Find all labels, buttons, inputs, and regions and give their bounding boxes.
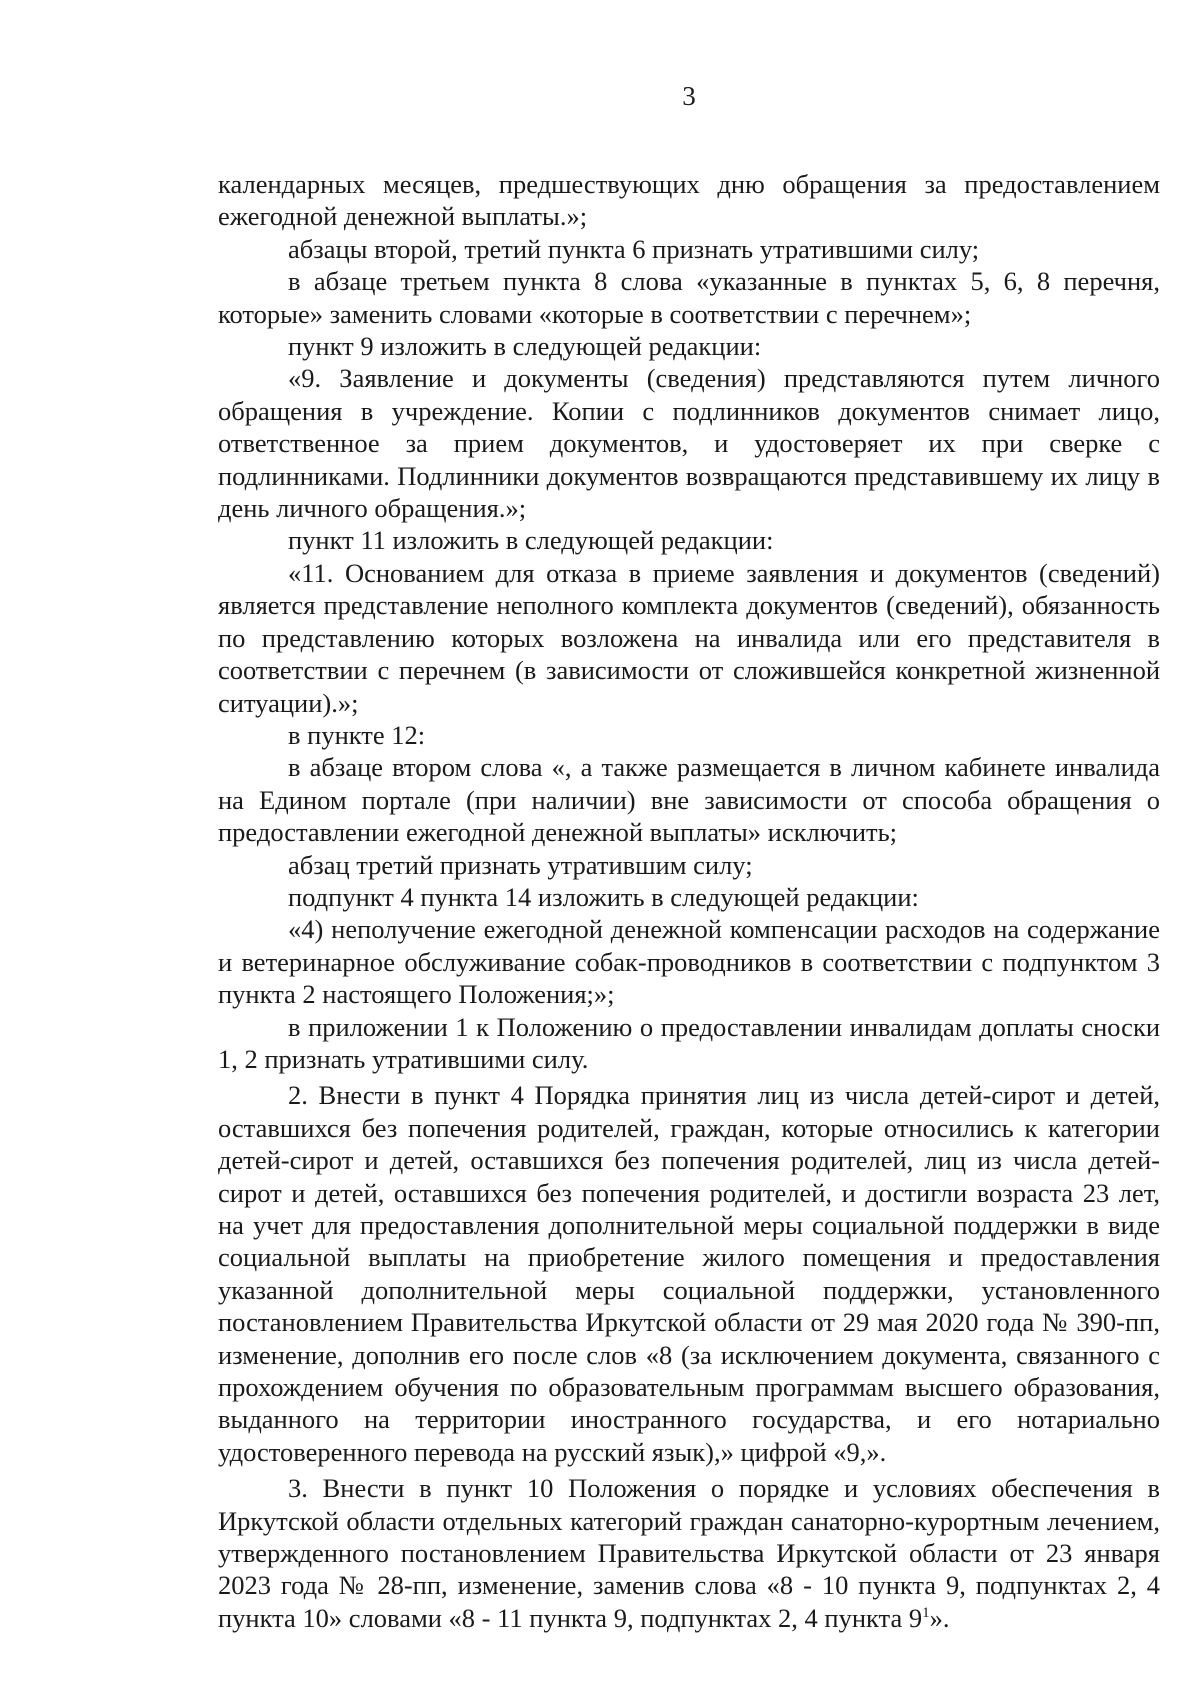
paragraph-14: 2. Внести в пункт 4 Порядка принятия лиц из числа детей-сирот и детей, оставшихся без попечения родителей, граждан, которые относились к категории детей-сирот и детей, оставшихся без попечения родителей, лиц из числа детей-сирот и детей, оставшихся без попечения родителей, и достигли возраста 23 лет, на учет для предоставления дополнительной меры социальной поддержки в виде социальной выплаты на приобретение жилого помещения и предоставления указанной дополнительной меры социальной поддержки, установленного постановлением Правительства Иркутской области от 29 мая 2020 года № 390-пп, изменение, дополнив его после слов «8 (за исключением документа, связанного с прохождением обучения по образовательным программам высшего образования, выданного на территории иностранного государства, и его нотариально удостоверенного перевода на русский язык),» цифрой «9,».	[218, 1080, 1160, 1467]
paragraph-2: абзацы второй, третий пункта 6 признать утратившими силу;	[288, 233, 980, 264]
paragraph-11: подпункт 4 пункта 14 изложить в следующей редакции:	[288, 881, 919, 912]
footnote-superscript: 1	[922, 1605, 930, 1622]
paragraph-15	[218, 1472, 1160, 1634]
paragraph-7: «11. Основанием для отказа в приеме заявления и документов (сведений) является представление неполного комплекта документов (сведений), обязанность по представлению которых возложена на инвалида или его представителя в соответствии с перечнем (в зависимости от сложившейся конкретной жизненной ситуации).»;	[218, 557, 1160, 718]
paragraph-12: «4) неполучение ежегодной денежной компенсации расходов на содержание и ветеринарное обслуживание собак-проводников в соответствии с подпунктом 3 пункта 2 настоящего Положения;»;	[218, 914, 1160, 1010]
paragraph-1: календарных месяцев, предшествующих дню обращения за предоставлением ежегодной денежной выплаты.»;	[218, 169, 1160, 232]
paragraph-15-tail: ».	[929, 1602, 950, 1633]
paragraph-8: в пункте 12:	[288, 719, 426, 750]
paragraph-9: в абзаце втором слова «, а также размещается в личном кабинете инвалида на Едином портале (при наличии) вне зависимости от способа обращения о предоставлении ежегодной денежной выплаты» исключить;	[218, 752, 1160, 848]
paragraph-4: пункт 9 изложить в следующей редакции:	[288, 331, 762, 362]
paragraph-13: в приложении 1 к Положению о предоставлении инвалидам доплаты сноски 1, 2 признать утратившими силу.	[218, 1011, 1160, 1074]
paragraph-5: «9. Заявление и документы (сведения) представляются путем личного обращения в учреждение. Копии с подлинников документов снимает лицо, ответственное за прием документов, и удостоверяет их при сверке с подлинниками. Подлинники документов возвращаются представившему их лицу в день личного обращения.»;	[218, 363, 1160, 524]
document-page	[218, 80, 1160, 1634]
paragraph-15-text: 3. Внести в пункт 10 Положения о порядке и условиях обеспечения в Иркутской области отдельных категорий граждан санаторно-курортным лечением, утвержденного постановлением Правительства Иркутской области от 23 января 2023 года № 28-пп, изменение, заменив слова «8 - 10 пункта 9, подпунктах 2, 4 пункта 10» словами «8 - 11 пункта 9, подпунктах 2, 4 пункта 9	[218, 1473, 1160, 1633]
paragraph-6: пункт 11 изложить в следующей редакции:	[288, 525, 774, 556]
paragraph-10: абзац третий признать утратившим силу;	[288, 849, 753, 880]
page-number: 3	[682, 81, 696, 111]
paragraph-3: в абзаце третьем пункта 8 слова «указанные в пунктах 5, 6, 8 перечня, которые» заменить словами «которые в соответствии с перечнем»;	[218, 266, 1160, 329]
